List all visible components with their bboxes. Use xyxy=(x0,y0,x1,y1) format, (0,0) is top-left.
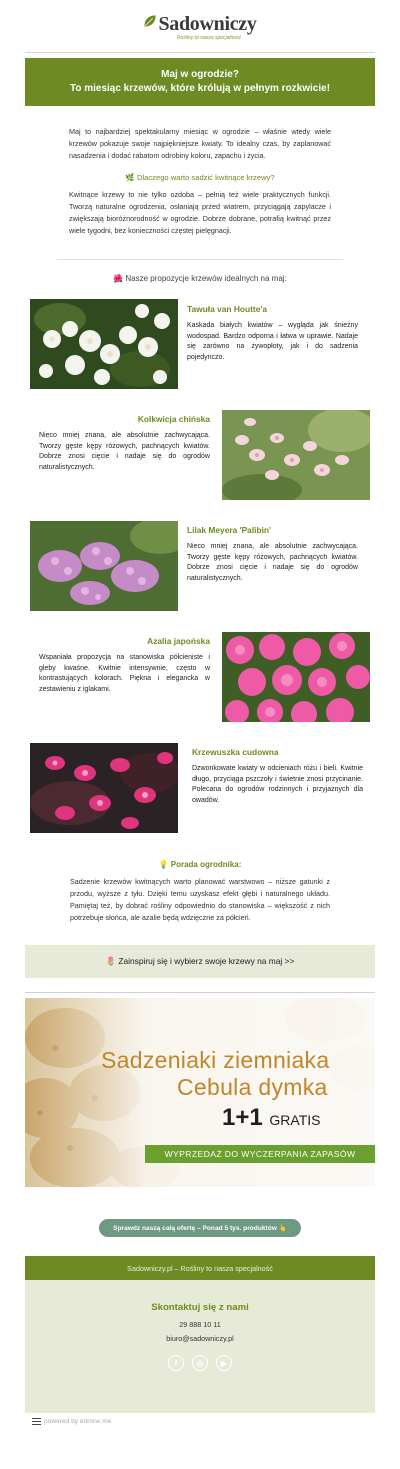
cta-inspire-link[interactable]: 🌷 Zainspiruj się i wybierz swoje krzewy na maj >> xyxy=(25,945,375,978)
contact-phone[interactable]: 29 888 10 11 xyxy=(179,1320,221,1329)
contact-email[interactable]: biuro@sadowniczy.pl xyxy=(166,1334,234,1343)
youtube-icon[interactable]: ▶ xyxy=(216,1355,232,1371)
promo-offer-small: GRATIS xyxy=(269,1112,321,1128)
powered-by-text: powered by edrone.me xyxy=(44,1418,112,1426)
facebook-icon[interactable]: f xyxy=(168,1355,184,1371)
divider xyxy=(25,992,375,993)
plant-name[interactable]: Azalia japońska xyxy=(147,636,210,646)
why-body: Kwitnące krzewy to nie tylko ozdoba – pełnią też wiele praktycznych funkcji. Tworzą naturalne ogrodzenia, osłaniają przed wiatrem, przyciągają zapylacze i zwiększają bioróżnorodność w ogrodzie. Dobrze dobrane, potrafią kwitnąć przez wiele tygodni, bez konieczności częstej pielęgnacji. xyxy=(69,190,331,235)
plant-item xyxy=(25,743,375,854)
white-spirea-photo[interactable] xyxy=(30,299,178,389)
plant-description: Kaskada białych kwiatów – wygląda jak śnieżny wodospad. Bardzo odporna i łatwa w uprawie. Nadaje się zarówno na żywopłoty, jak i do sadzenia pojedynczo. xyxy=(187,322,358,361)
plant-text xyxy=(39,636,210,695)
banner-line-1: Maj w ogrodzie? xyxy=(161,69,239,80)
promo-offer xyxy=(222,1104,320,1132)
plant-text xyxy=(39,414,210,473)
plant-name[interactable]: Lilak Meyera 'Palibin' xyxy=(187,525,272,535)
instagram-icon[interactable]: ◎ xyxy=(192,1355,208,1371)
plant-item xyxy=(25,521,375,632)
plant-item xyxy=(25,632,375,743)
powered-by[interactable] xyxy=(0,1418,400,1425)
leaf-icon xyxy=(143,14,157,28)
plant-description: Nieco mniej znana, ale absolutnie zachwycająca. Tworzy gęste kępy różowych, pachnących kwiatów. Dobrze znosi cięcie i nadaje się do ogrodów naturalistycznych. xyxy=(39,432,210,471)
footer-bar: Sadowniczy.pl – Rośliny to nasza specjalność xyxy=(25,1256,375,1280)
pink-azalea-photo[interactable] xyxy=(222,632,370,722)
intro-text: Maj to najbardziej spektakularny miesiąc w ogrodzie – właśnie wtedy wiele krzewów pokazuje swoje najpiękniejsze kwiaty. To idealny czas, by zaplanować nasadzenia i dodać rabatom odrobiny koloru, zapachu i życia. xyxy=(69,127,331,160)
logo[interactable] xyxy=(25,0,375,52)
banner-line-2: To miesiąc krzewów, które królują w pełnym rozkwicie! xyxy=(69,83,331,94)
plant-name[interactable]: Tawuła van Houtte'a xyxy=(187,304,268,314)
full-offer-button[interactable]: Sprawdz naszą całą ofertę – Ponad 5 tys. produktów 👆 xyxy=(99,1219,301,1237)
menu-icon xyxy=(32,1418,41,1425)
plant-name[interactable]: Krzewuszka cudowna xyxy=(192,747,279,757)
plant-item xyxy=(25,410,375,521)
contact-title: Skontaktuj się z nami xyxy=(151,1302,249,1313)
plant-text xyxy=(187,525,358,584)
plant-text xyxy=(192,747,363,806)
footer-contact xyxy=(25,1280,375,1413)
promo-sale-bar: WYPRZEDAŻ DO WYCZERPANIA ZAPASÓW xyxy=(145,1145,375,1163)
plant-description: Dzwonkowate kwiaty w odcieniach różu i bieli. Kwitnie długo, przyciąga pszczoły i świetnie znosi przycinanie. Polecana do ogrodów rodzinnych i przyjaznych dla owadów. xyxy=(192,765,363,804)
divider xyxy=(25,52,375,53)
plant-description: Wspaniała propozycja na stanowiska półcieniste i gleby kwaśne. Kwitnie intensywnie, często w kontrastujących kolorach. Piękna i elegancka w zestawieniu z iglakami. xyxy=(39,654,210,693)
weigela-photo[interactable] xyxy=(30,743,178,833)
logo-name: Sadowniczy xyxy=(158,13,257,35)
promo-offer-big: 1+1 xyxy=(222,1104,263,1131)
tip-title: 💡 Porada ogrodnika: xyxy=(158,860,242,869)
plant-name[interactable]: Kolkwicja chińska xyxy=(137,414,210,424)
logo-tagline: Rośliny to nasza specjalność xyxy=(176,35,242,41)
header-banner xyxy=(25,58,375,106)
promo-line-2: Cebula dymka xyxy=(177,1074,328,1100)
plant-item xyxy=(25,299,375,410)
pink-kolkwitzia-photo[interactable] xyxy=(222,410,370,500)
proposals-title: 🌺 Nasze propozycje krzewów idealnych na maj: xyxy=(113,274,287,283)
plant-description: Nieco mniej znana, ale absolutnie zachwycająca. Tworzy gęste kępy różowych, pachnących kwiatów. Dobrze znosi cięcie i nadaje się do ogrodów naturalistycznych. xyxy=(187,543,358,582)
promo-banner[interactable] xyxy=(25,998,375,1187)
promo-line-1: Sadzeniaki ziemniaka xyxy=(101,1047,330,1073)
plant-text xyxy=(187,304,358,363)
social-links xyxy=(25,1355,375,1371)
lilac-photo[interactable] xyxy=(30,521,178,611)
divider xyxy=(57,259,343,260)
tip-body: Sadzenie krzewów kwitnących warto planować warstwowo – niższe gatunki z przodu, wyższe z tyłu. Dzięki temu uzyskasz efekt głębi i naturalnego układu. Pamiętaj też, by dobrać rośliny odpowiednio do stanowiska – większość z nich potrzebuje słońca, ale azalie będą wdzięczne za półcień. xyxy=(70,877,330,922)
why-title: 🌿 Dlaczego warto sadzić kwitnące krzewy? xyxy=(125,173,275,182)
